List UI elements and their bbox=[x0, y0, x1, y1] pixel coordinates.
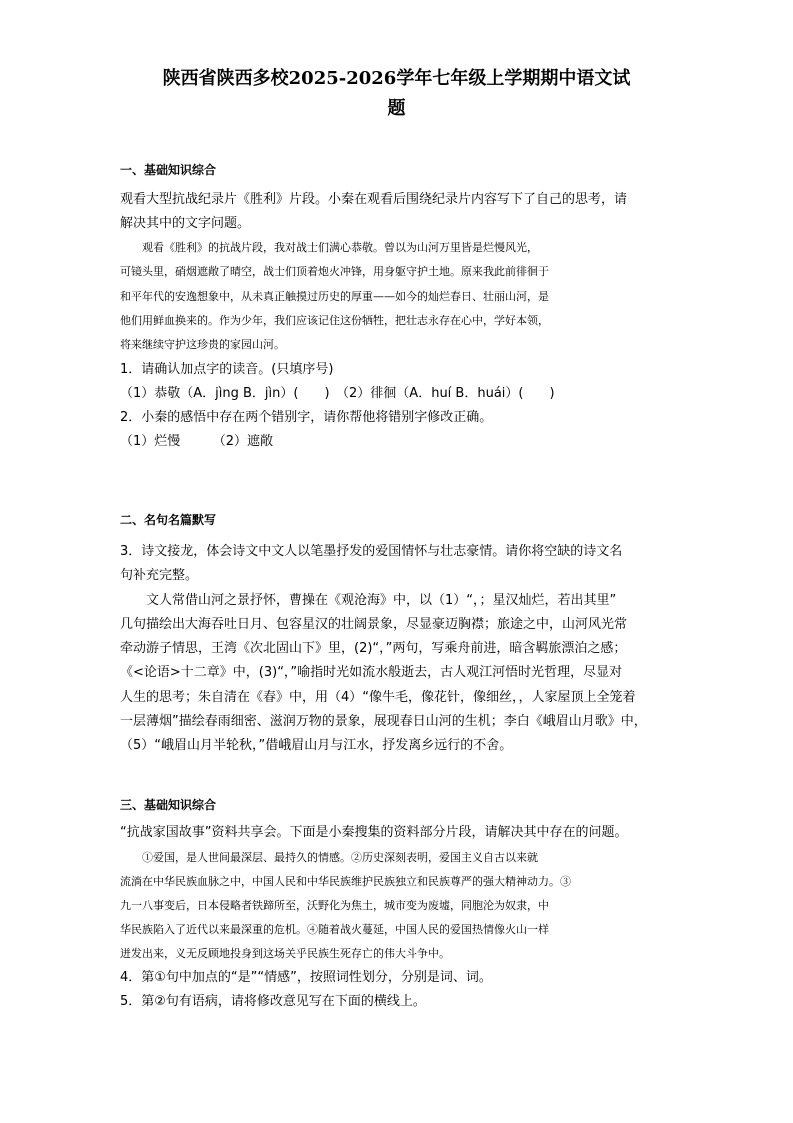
section3-passage-line: 迸发出来，义无反顾地投身到这场关乎民族生死存亡的伟大斗争中。 bbox=[120, 947, 450, 960]
section2-heading: 二、名句名篇默写 bbox=[120, 513, 217, 527]
section3-heading: 三、基础知识综合 bbox=[120, 798, 217, 812]
question-4: 4．第①句中加点的“是”“情感”，按照词性划分，分别是词、词。 bbox=[120, 970, 492, 985]
question-2: 2．小秦的感悟中存在两个错别字，请你帮他将错别字修改正确。 bbox=[120, 410, 493, 425]
section1-intro-line2: 解决其中的文字问题。 bbox=[120, 216, 251, 231]
document-title-line1: 陕西省陕西多校2025-2026学年七年级上学期期中语文试 bbox=[162, 68, 631, 89]
question-2-items: （1）烂慢 （2）遮敞 bbox=[120, 434, 274, 449]
section1-passage-line: 将来继续守护这珍贵的家园山河。 bbox=[120, 338, 285, 351]
section3-passage-line: 九一八事变后，日本侵略者铁蹄所至，沃野化为焦土，城市变为废墟，同胞沦为奴隶，中 bbox=[120, 899, 549, 912]
section2-body-line: 一层薄烟”描绘春雨细密、滋润万物的景象，展现春日山河的生机；李白《峨眉山月歌》中， bbox=[120, 714, 647, 729]
question-3-line1: 3．诗文接龙，体会诗文中文人以笔墨抒发的爱国情怀与壮志豪情。请你将空缺的诗文名 bbox=[120, 544, 623, 559]
section2-body-line: （5）“峨眉山月半轮秋，”借峨眉山月与江水，抒发离乡远行的不舍。 bbox=[120, 738, 513, 753]
question-1-options: （1）恭敬（A．jìng B．jìn）( ) （2）徘徊（A．huí B．huái）( ) bbox=[120, 386, 555, 401]
section2-body-line: 《<论语>十二章》中，(3)“，”喻指时光如流水般逝去，古人观江河悟时光哲理，尽显对 bbox=[120, 665, 623, 680]
section1-passage-line: 他们用鲜血换来的。作为少年，我们应该记住这份牺牲，把壮志永存在心中，学好本领， bbox=[120, 314, 549, 327]
section1-passage-line: 观看《胜利》的抗战片段，我对战士们满心恭敬。曾以为山河万里皆是烂慢风光， bbox=[120, 241, 538, 254]
section1-heading: 一、基础知识综合 bbox=[120, 163, 217, 177]
section1-passage-line: 可镜头里，硝烟遮敞了晴空，战士们顶着炮火冲锋，用身躯守护土地。原来我此前徘徊于 bbox=[120, 265, 549, 278]
question-3-line2: 句补充完整。 bbox=[120, 568, 199, 583]
section1-passage-line: 和平年代的安逸想象中，从未真正触摸过历史的厚重——如今的灿烂春日、壮丽山河，是 bbox=[120, 290, 549, 303]
section1-intro-line1: 观看大型抗战纪录片《胜利》片段。小秦在观看后围绕纪录片内容写下了自己的思考，请 bbox=[120, 192, 628, 207]
document-title-line2: 题 bbox=[387, 98, 406, 119]
section2-body-line: 牵动游子情思，王湾《次北固山下》里，(2)“，”两句，写乘舟前进，暗含羁旅漂泊之感； bbox=[120, 641, 627, 656]
section2-body-line: 文人常借山河之景抒怀，曹操在《观沧海》中，以（1）“，；星汉灿烂，若出其里” bbox=[120, 593, 617, 608]
section3-passage-line: 华民族陷入了近代以来最深重的危机。④随着战火蔓延，中国人民的爱国热情像火山一样 bbox=[120, 923, 549, 936]
section3-passage-line: ①爱国，是人世间最深层、最持久的情感。②历史深刻表明，爱国主义自古以来就 bbox=[120, 851, 538, 864]
section2-body-line: 几句描绘出大海吞吐日月、包容星汉的壮阔景象，尽显豪迈胸襟；旅途之中，山河风光常 bbox=[120, 617, 628, 632]
section3-passage-line: 流淌在中华民族血脉之中，中国人民和中华民族维护民族独立和民族尊严的强大精神动力。③ bbox=[120, 875, 571, 888]
section3-intro: “抗战家国故事”资料共享会。下面是小秦搜集的资料部分片段，请解决其中存在的问题。 bbox=[120, 825, 628, 840]
question-5: 5．第②句有语病，请将修改意见写在下面的横线上。 bbox=[120, 994, 426, 1009]
question-1: 1．请确认加点字的读音。(只填序号) bbox=[120, 362, 334, 377]
section2-body-line: 人生的思考；朱自清在《春》中，用（4）“像牛毛，像花针，像细丝，，人家屋顶上全笼着 bbox=[120, 690, 636, 705]
